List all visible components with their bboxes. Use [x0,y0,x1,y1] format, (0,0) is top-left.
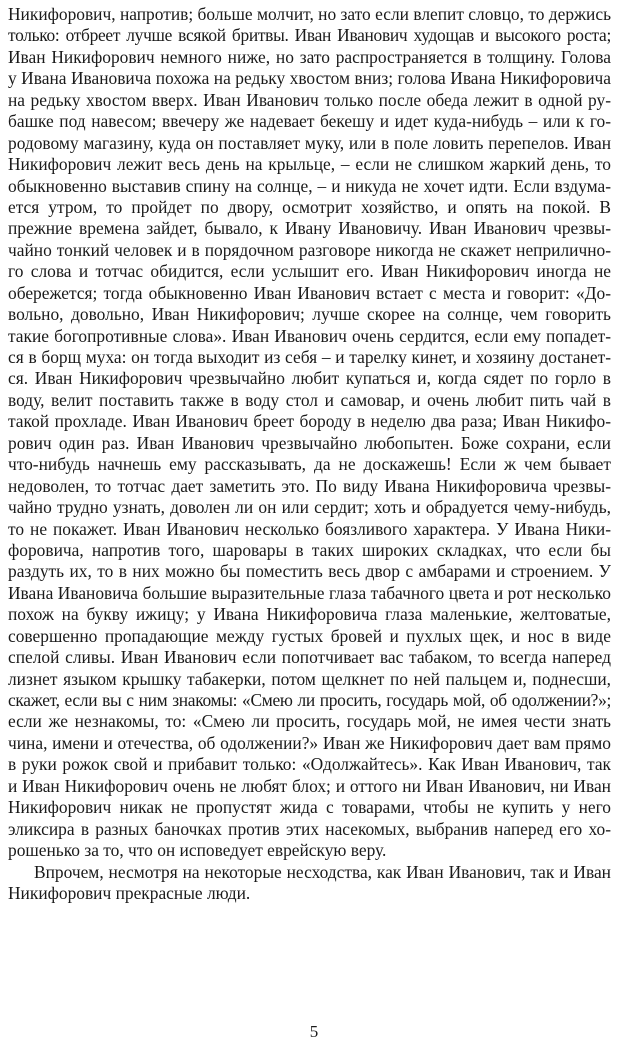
text-line: обережется; тогда обыкновенно Иван Иванович встает с места и говорит: «До- [8,282,611,303]
text-line: ся в борщ муха: он тогда выходит из себя – и тарелку кинет, и хозяину достанет- [8,347,611,367]
text-line: на редьку хвостом вверх. Иван Иванович только после обеда лежит в одной ру- [8,89,611,110]
text-line: скажет, если вы с ним знакомы: «Смею ли просить, государь мой, об одолжении?»; [8,690,611,710]
text-line: только: отбреет лучше всякой бритвы. Иван Иванович худощав и высокого роста; [8,25,611,46]
text-line: спелой сливы. Иван Иванович если попотчивает вас табаком, то всегда наперед [8,647,611,668]
text-line: и Иван Никифорович очень не любят блох; и оттого ни Иван Иванович, ни Иван [8,775,611,796]
text-line: рошенько за то, что он исповедует еврейскую веру. [8,840,387,861]
text-line: обыкновенно выставив спину на солнце, – и никуда не хочет идти. Если вздума- [8,175,611,196]
text-line: эликсира в разных баночках против этих насекомых, выбранив наперед его хо- [8,818,611,839]
text-line: то не покажет. Иван Иванович несколько боязливого характера. У Ивана Ники- [8,518,611,539]
text-line: родовому магазину, куда он поставляет муку, или в поле ловить перепелов. Иван [8,132,611,153]
text-line: воду, велит поставить также в воду стол и самовар, и очень любит пить чай в [8,389,611,410]
text-line: совершенно пропадающие между густых бровей и пухлых щек, и нос в виде [8,625,611,646]
text-line: что-нибудь начнешь ему рассказывать, да не доскажешь! Если ж чем бывает [8,454,611,475]
text-line: прежние времена зайдет, бывало, к Ивану Ивановичу. Иван Иванович чрезвы- [8,218,611,239]
text-line: ся. Иван Никифорович чрезвычайно любит купаться и, когда сядет по горло в [8,368,611,389]
text-line: раздуть их, то в них можно бы поместить весь двор с амбарами и строением. У [8,561,611,582]
text-line: чина, имени и отечества, об одолжении?» Иван же Никифорович дает вам прямо [8,732,611,753]
text-line: Никифорович лежит весь день на крыльце, – если не слишком жаркий день, то [8,154,611,175]
text-line: Никифорович прекрасные люди. [8,882,251,903]
text-line: если же незнакомы, то: «Смею ли просить, государь мой, не имея чести знать [8,711,611,732]
text-line: рович один раз. Иван Иванович чрезвычайно любопытен. Боже сохрани, если [8,432,611,453]
text-line: Никифорович, напротив; больше молчит, но зато если влепит словцо, то держись [8,4,611,24]
paragraph-first-line: Впрочем, несмотря на некоторые несходства, как Иван Иванович, так и Иван [34,861,611,882]
text-line: Иван Никифорович немного ниже, но зато распространяется в толщину. Голова [8,46,611,67]
text-line: лизнет языком крышку табакерки, потом щелкнет по ней пальцем и, поднесши, [8,668,611,689]
text-line: форовича, напротив того, шаровары в таких широких складках, что если бы [8,539,611,560]
text-line: недоволен, то тотчас дает заметить это. По виду Ивана Никифоровича чрезвы- [8,475,611,496]
body-text [8,4,611,904]
text-line: такой прохладе. Иван Иванович бреет бороду в неделю два раза; Иван Никифо- [8,411,611,432]
text-line: Ивана Ивановича большие выразительные глаза табачного цвета и рот несколько [8,582,611,603]
text-line: вольно, довольно, Иван Никифорович; лучше скорее на солнце, чем говорить [8,304,611,325]
text-line: чайно тонкий человек и в порядочном разговоре никогда не скажет неприлично- [8,239,611,260]
text-line: такие богопротивные слова». Иван Иванович очень сердится, если ему попадет- [8,325,611,346]
text-line: похож на букву ижицу; у Ивана Никифоровича глаза маленькие, желтоватые, [8,604,611,625]
text-line: ется утром, то пройдет по двору, осмотрит хозяйство, и опять на покой. В [8,196,611,217]
text-line: у Ивана Ивановича похожа на редьку хвостом вниз; голова Ивана Никифоровича [8,68,611,89]
page-number: 5 [309,1022,319,1041]
text-line: башке под навесом; ввечеру же надевает бекешу и идет куда-нибудь – или к го- [8,111,611,132]
text-line: чайно трудно узнать, доволен ли он или сердит; хоть и обрадуется чему-нибудь, [8,497,611,518]
text-line: Никифорович никак не пропустят жида с товарами, чтобы не купить у него [8,797,611,818]
text-line: го слова и тотчас обидится, если услышит его. Иван Никифорович иногда не [8,261,611,282]
text-line: в руки рожок свой и прибавит только: «Одолжайтесь». Как Иван Иванович, так [8,754,611,775]
